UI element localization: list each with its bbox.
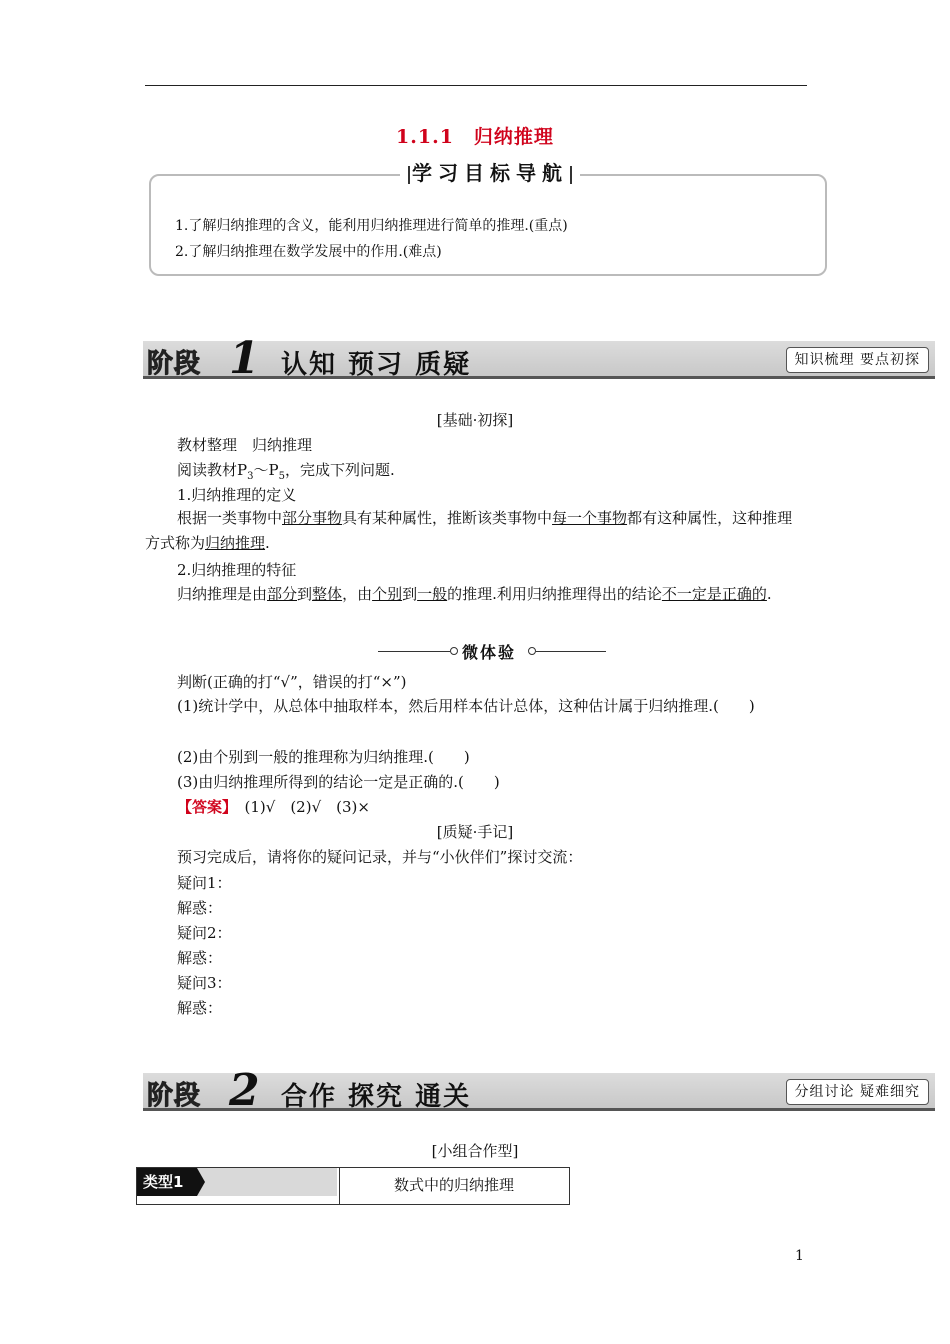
reading-text-b: ～P [253,461,279,479]
micro-q3: (3)由归纳推理所得到的结论一定是正确的.( ) [177,773,500,791]
micro-dot-left [450,647,458,655]
section-group: [小组合作型] [431,1142,519,1160]
type1-box [136,1167,570,1205]
stage-title: 合作 探究 通关 [281,1082,472,1112]
reading-sub-2: 5 [278,471,285,482]
def-underline: 部分事物 [282,509,343,527]
stage-number: 2 [229,1065,260,1116]
feat-underline: 部分 [267,585,298,603]
stage2-banner [143,1065,935,1116]
feature-paragraph [145,582,807,607]
answer-text: (1)√ (2)√ (3)× [229,798,370,816]
notes-item: 疑问2： [177,924,232,942]
notes-item: 解惑： [177,949,223,967]
top-rule [145,85,807,86]
heading-bar-left [408,166,410,184]
goal-item-1: 1.了解归纳推理的含义，能利用归纳推理进行简单的推理.(重点) [175,218,568,234]
type1-arrow [197,1168,205,1196]
feat-text: 到 [297,585,313,603]
stage1-banner [143,333,935,384]
feat-underline: 一般 [417,585,448,603]
feat-text: . [766,585,772,603]
type1-text: 数式中的归纳推理 [393,1176,514,1194]
stage-tag: 分组讨论 疑难细究 [786,1079,929,1105]
micro-heading [378,640,606,662]
goals-heading-text: 学习目标导航 [412,161,568,185]
micro-dot-right [528,647,536,655]
type1-tag [137,1168,337,1196]
stage-tag: 知识梳理 要点初探 [786,347,929,373]
feature-heading: 2.归纳推理的特征 [177,561,297,579]
def-text: 具有某种属性，推断该类事物中 [342,509,553,527]
micro-intro: 判断(正确的打“√”，错误的打“×”) [177,673,407,691]
feat-text: 到 [402,585,418,603]
stage-number: 1 [229,333,260,384]
goal-item-2: 2.了解归纳推理在数学发展中的作用.(难点) [175,244,442,260]
micro-heading-text: 微体验 [462,643,517,662]
type1-label: 类型1 [137,1168,197,1196]
section-basic: [基础·初探] [436,411,514,429]
feat-text: 归纳推理是由 [177,585,268,603]
stage-title: 认知 预习 质疑 [281,350,472,380]
feat-text: 的推理.利用归纳推理得出的结论 [447,585,662,603]
notes-item: 解惑： [177,899,223,917]
goals-heading [400,158,580,188]
def-underline: 每一个事物 [552,509,628,527]
notes-item: 解惑： [177,999,223,1017]
page-number: 1 [795,1248,804,1264]
definition-paragraph [145,506,807,556]
reading-text-c: ，完成下列问题. [284,461,395,479]
def-text: 根据一类事物中 [177,509,283,527]
stage-label: 阶段 [147,1081,202,1111]
stage-label: 阶段 [147,349,202,379]
reading-line [177,459,395,482]
def-text: . [265,534,270,552]
answer-label: 【答案】 [177,798,230,816]
feat-underline: 整体 [312,585,343,603]
reading-sub-1: 3 [247,471,254,482]
feat-text: ，由 [342,585,373,603]
def-text: 都有这种属性，这种推理方式称为 [145,509,793,552]
def-underline: 归纳推理 [205,534,266,552]
micro-q1: (1)统计学中，从总体中抽取样本，然后用样本估计总体，这种估计属于归纳推理.( ) [177,697,755,715]
page-title: 1.1.1 归纳推理 [396,126,554,148]
notes-item: 疑问3： [177,974,232,992]
feat-underline: 个别 [372,585,403,603]
micro-answer [177,796,370,817]
feat-underline: 不一定是正确的 [661,585,767,603]
definition-heading: 1.归纳推理的定义 [177,486,297,504]
notes-item: 疑问1： [177,874,232,892]
micro-q2: (2)由个别到一般的推理称为归纳推理.( ) [177,748,470,766]
micro-line-left [378,651,450,652]
reading-text-a: 阅读教材P [177,461,248,479]
material-heading: 教材整理 归纳推理 [177,436,313,454]
notes-heading: [质疑·手记] [436,823,514,841]
notes-intro: 预习完成后，请将你的疑问记录，并与“小伙伴们”探讨交流： [177,848,583,866]
micro-line-right [536,651,606,652]
heading-bar-right [570,166,572,184]
